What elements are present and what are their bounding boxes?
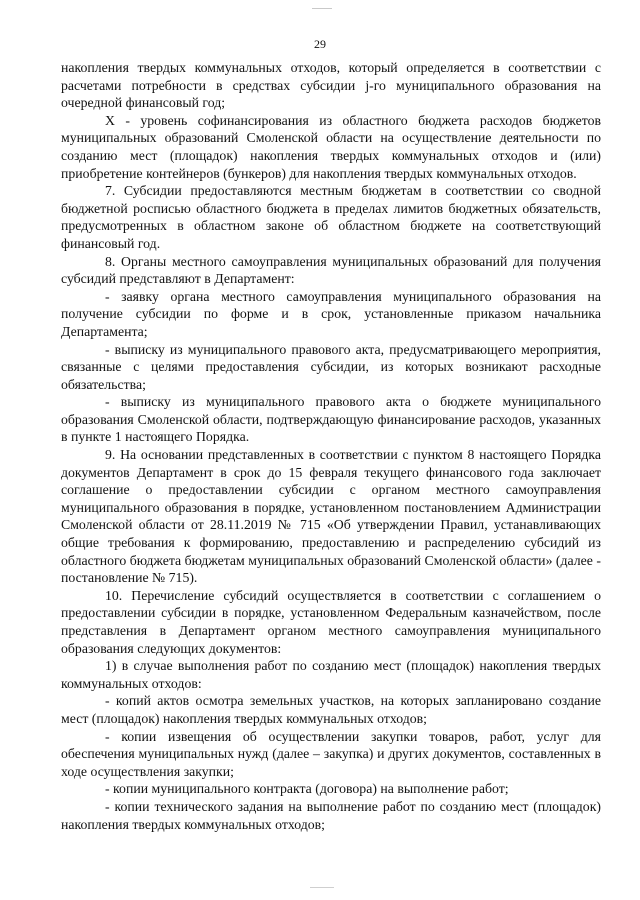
list-item-technical-task: - копии технического задания на выполнение работ по созданию мест (площадок) накопления твердых коммунальных отходов;	[61, 798, 601, 832]
paragraph-continuation: накопления твердых коммунальных отходов, который определяется в соответствии с расчетами потребности в средствах субсидии j-го муниципального образования на очередной финансовый год;	[61, 60, 601, 111]
list-item-extract-measures: - выписку из муниципального правового акта, предусматривающего мероприятия, связанные с целями предоставления субсидии, из которых возникают расходные обязательства;	[61, 341, 601, 392]
list-item-contract-copy: - копии муниципального контракта (договора) на выполнение работ;	[105, 781, 509, 797]
paragraph-clause-7: 7. Субсидии предоставляются местным бюджетам в соответствии со сводной бюджетной росписью областного бюджета в пределах лимитов бюджетных обязательств, предусмотренных в областном законе об областном бюджете на соответствующий финансовый год.	[61, 183, 601, 251]
list-item-procurement-notice: - копии извещения об осуществлении закупки товаров, работ, услуг для обеспечения муниципальных нужд (далее – закупка) и других документов, составленных в ходе осуществления закупки;	[61, 728, 601, 779]
scan-mark-bottom	[310, 887, 334, 888]
paragraph-x-definition: X - уровень софинансирования из областного бюджета расходов бюджетов муниципальных образований Смоленской области на осуществление деятельности по созданию мест (площадок) накопления твердых коммунальных отходов и (или) приобретение контейнеров (бункеров) для накопления твердых коммунальных отходов.	[61, 112, 601, 181]
paragraph-clause-8: 8. Органы местного самоуправления муниципальных образований для получения субсидий представляют в Департамент:	[61, 253, 601, 287]
paragraph-clause-9: 9. На основании представленных в соответствии с пунктом 8 настоящего Порядка документов Департамент в срок до 15 февраля текущего финансового года заключает соглашение о предоставлении субсидии с органом местного самоуправления муниципального образования в порядке, установленном постановлением Администрации Смоленской области от 28.11.2019 № 715 «Об утверждении Правил, устанавливающих общие требования к формированию, предоставлению и распределению субсидий из областного бюджета бюджетам муниципальных образований Смоленской области» (далее - постановление № 715).	[61, 447, 601, 586]
page-number: 29	[314, 37, 326, 51]
subclause-1: 1) в случае выполнения работ по созданию мест (площадок) накопления твердых коммунальных отходов:	[61, 658, 601, 691]
list-item-extract-budget: - выписку из муниципального правового акта о бюджете муниципального образования Смоленской области, подтверждающую финансирование расходов, указанных в пункте 1 настоящего Порядка.	[61, 394, 601, 445]
document-body	[61, 59, 601, 833]
list-item-application: - заявку органа местного самоуправления муниципального образования на получение субсидии по форме и в срок, установленные приказом начальника Департамента;	[61, 288, 601, 339]
scan-mark-top	[312, 8, 332, 9]
paragraph-clause-10: 10. Перечисление субсидий осуществляется в соответствии с соглашением о предоставлении субсидии в порядке, установленном Федеральным казначейством, после представления в Департамент органом местного самоуправления муниципального образования следующих документов:	[61, 587, 601, 656]
list-item-inspection-acts: - копий актов осмотра земельных участков, на которых запланировано создание мест (площадок) накопления твердых коммунальных отходов;	[61, 693, 601, 726]
